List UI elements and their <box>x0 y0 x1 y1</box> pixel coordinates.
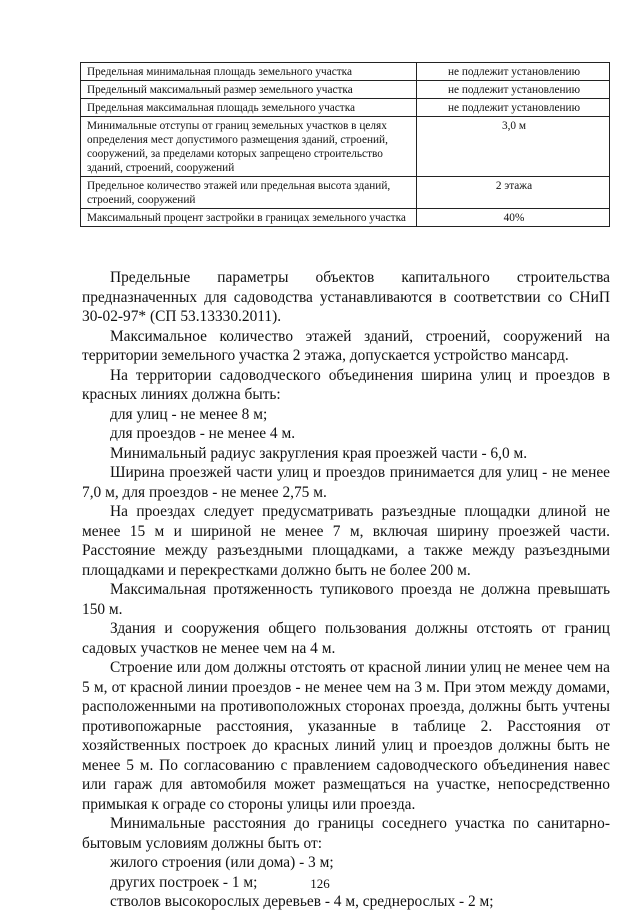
table-row <box>81 177 610 209</box>
body-text <box>82 268 610 912</box>
table-cell-value: 3,0 м <box>417 117 610 177</box>
table-row <box>81 81 610 99</box>
list-item: других построек - 1 м; <box>110 873 258 891</box>
paragraph: На территории садоводческого объединения ширина улиц и проездов в красных линиях должна быть: <box>82 366 610 403</box>
paragraph: Максимальное количество этажей зданий, строений, сооружений на территории земельного участка 2 этажа, допускается устройство мансард. <box>82 327 610 364</box>
table-cell-parameter: Предельная максимальная площадь земельного участка <box>81 99 417 117</box>
table-cell-value: не подлежит установлению <box>417 99 610 117</box>
paragraph: Максимальная протяженность тупикового проезда не должна превышать 150 м. <box>82 581 610 618</box>
table-row <box>81 63 610 81</box>
table-row <box>81 99 610 117</box>
table-row <box>81 209 610 227</box>
table-cell-value: не подлежит установлению <box>417 81 610 99</box>
list-item: жилого строения (или дома) - 3 м; <box>110 854 334 871</box>
table-cell-parameter: Предельное количество этажей или предельная высота зданий, строений, сооружений <box>81 177 417 209</box>
table-cell-parameter: Предельный максимальный размер земельного участка <box>81 81 417 99</box>
paragraph: Минимальный радиус закругления края проезжей части - 6,0 м. <box>110 444 528 462</box>
table-cell-parameter: Предельная минимальная площадь земельного участка <box>81 63 417 81</box>
paragraph: Ширина проезжей части улиц и проездов принимается для улиц - не менее 7,0 м, для проездов - не менее 2,75 м. <box>82 464 610 501</box>
paragraph: Предельные параметры объектов капитального строительства предназначенных для садоводства устанавливаются в соответствии со СНиП 30-02-97* (СП 53.13330.2011). <box>82 269 610 325</box>
table-cell-parameter: Максимальный процент застройки в границах земельного участка <box>81 209 417 227</box>
table-cell-value: 2 этажа <box>417 177 610 209</box>
paragraph: Строение или дом должны отстоять от красной линии улиц не менее чем на 5 м, от красной линии проездов - не менее чем на 3 м. При этом между домами, расположенными на противоположных сторонах проезда, должны быть учтены противопожарные расстояния, указанные в таблице 2. Расстояния от хозяйственных построек до красных линий улиц и проездов должны быть не менее 5 м. По согласованию с правлением садоводческого объединения навес или гараж для автомобиля может размещаться на участке, непосредственно примыкая к ограде со стороны улицы или проезда. <box>82 659 610 813</box>
list-item: стволов высокорослых деревьев - 4 м, среднерослых - 2 м; <box>110 893 494 910</box>
list-item: для улиц - не менее 8 м; <box>110 405 268 423</box>
list-item: для проездов - не менее 4 м. <box>110 425 296 442</box>
paragraph: Минимальные расстояния до границы соседнего участка по санитарно-бытовым условиям должны быть от: <box>82 815 610 852</box>
table-cell-value: 40% <box>417 209 610 227</box>
table-cell-parameter: Минимальные отступы от границ земельных участков в целях определения мест допустимого размещения зданий, строений, сооружений, за пределами которых запрещено строительство зданий, строений, сооружений <box>81 117 417 177</box>
table-row <box>81 117 610 177</box>
page-number: 126 <box>310 876 330 891</box>
table-cell-value: не подлежит установлению <box>417 63 610 81</box>
parameters-table <box>80 62 610 227</box>
paragraph: На проездах следует предусматривать разъездные площадки длиной не менее 15 м и шириной не менее 7 м, включая ширину проезжей части. Расстояние между разъездными площадками, а также между разъездными площадками и перекрестками должно быть не более 200 м. <box>82 503 610 579</box>
paragraph: Здания и сооружения общего пользования должны отстоять от границ садовых участков не менее чем на 4 м. <box>82 620 610 657</box>
